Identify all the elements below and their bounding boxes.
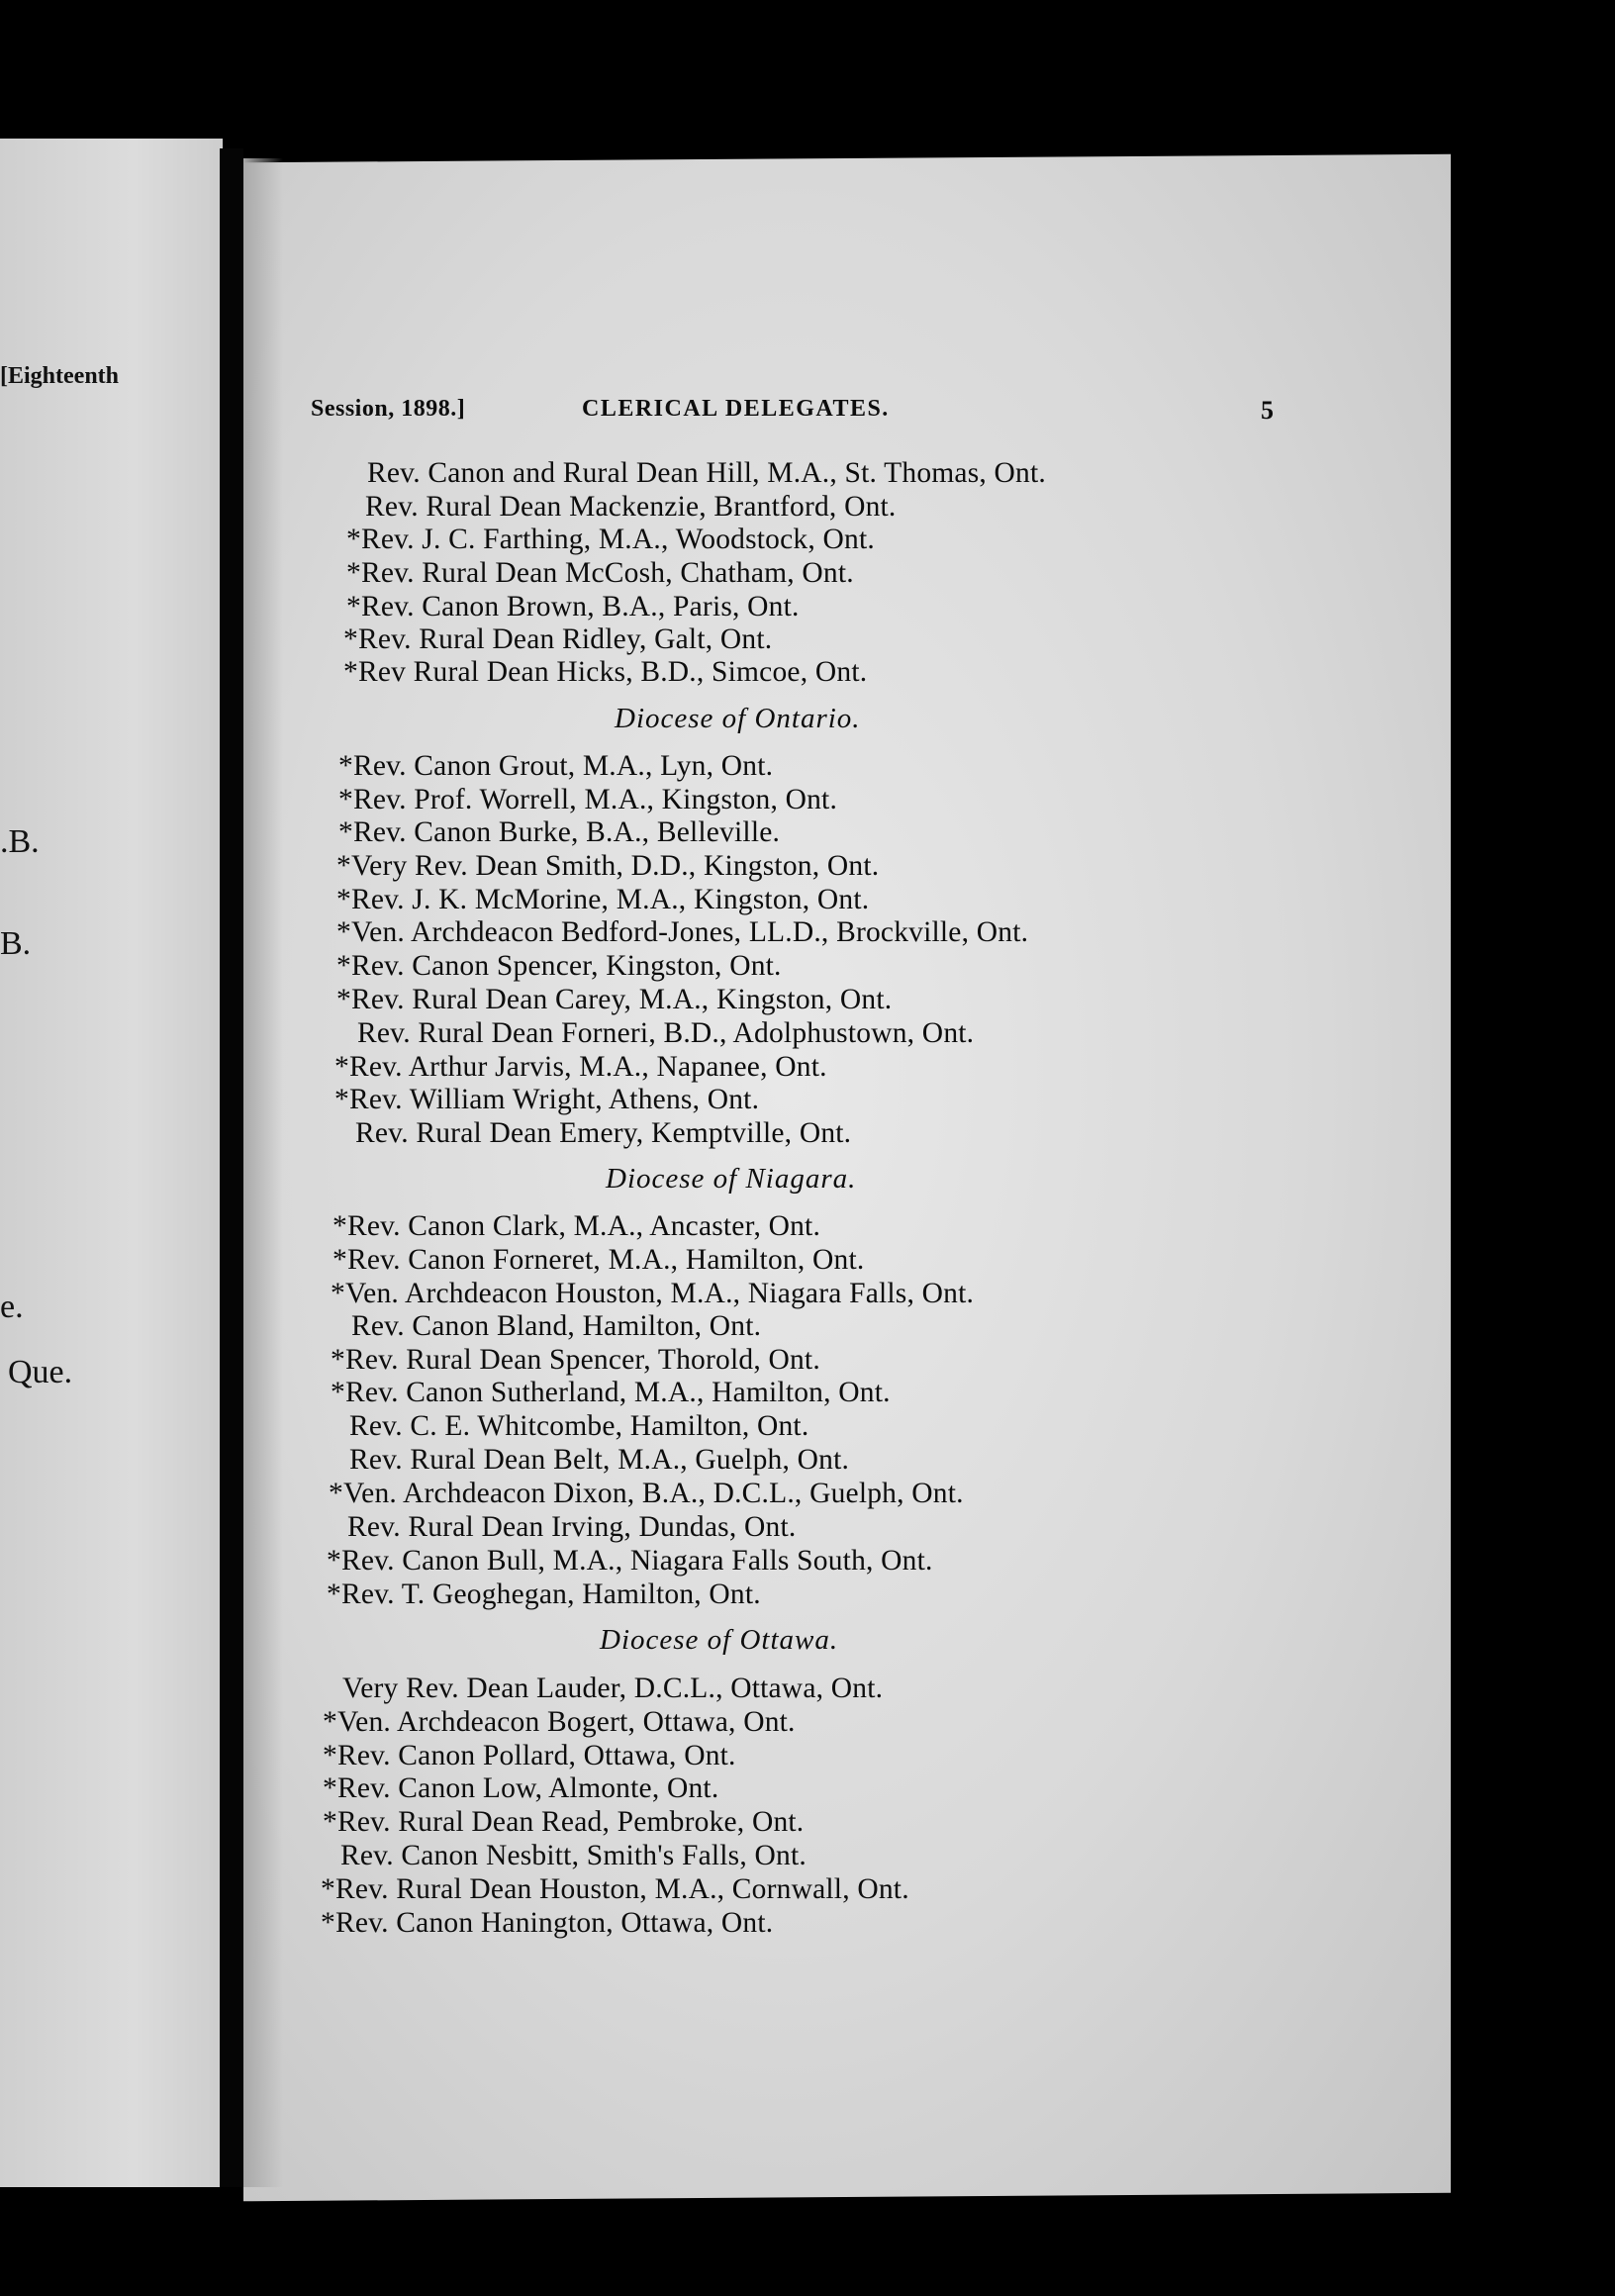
left-page-fragment: Que. <box>8 1354 73 1390</box>
page-number: 5 <box>1261 396 1275 425</box>
delegate-entry: *Rev. Canon Spencer, Kingston, Ont. <box>336 950 782 982</box>
delegate-entry: *Rev. Rural Dean Houston, M.A., Cornwall, Ont. <box>321 1873 909 1905</box>
delegate-entry: Rev. Canon and Rural Dean Hill, M.A., St. Thomas, Ont. <box>367 457 1046 489</box>
delegate-entry: *Rev. Canon Grout, M.A., Lyn, Ont. <box>338 750 774 782</box>
delegate-entry: *Rev. Rural Dean Carey, M.A., Kingston, Ont. <box>336 984 893 1015</box>
delegate-entry: Rev. Rural Dean Forneri, B.D., Adolphustown, Ont. <box>357 1017 975 1049</box>
delegate-entry: *Rev. Canon Low, Almonte, Ont. <box>323 1772 719 1804</box>
delegate-entry: *Rev. J. C. Farthing, M.A., Woodstock, Ont. <box>346 524 875 555</box>
left-page-fragment: .B. <box>0 823 40 860</box>
delegate-entry: *Rev. J. K. McMorine, M.A., Kingston, Ont. <box>336 884 870 915</box>
delegate-entry: *Rev. T. Geoghegan, Hamilton, Ont. <box>327 1578 761 1610</box>
delegate-entry: *Ven. Archdeacon Dixon, B.A., D.C.L., Guelph, Ont. <box>329 1478 964 1509</box>
delegate-entry: *Rev. Rural Dean Read, Pembroke, Ont. <box>323 1806 805 1838</box>
delegate-entry: *Rev. Rural Dean Spencer, Thorold, Ont. <box>331 1344 820 1376</box>
delegate-entry: *Rev. Rural Dean Ridley, Galt, Ont. <box>343 623 773 655</box>
delegate-entry: *Rev Rural Dean Hicks, B.D., Simcoe, Ont. <box>343 656 868 688</box>
delegate-entry: *Ven. Archdeacon Bedford-Jones, LL.D., Brockville, Ont. <box>336 916 1029 948</box>
delegate-entry: *Rev. Canon Burke, B.A., Belleville. <box>338 816 781 848</box>
delegate-entry: Rev. Rural Dean Emery, Kemptville, Ont. <box>355 1117 852 1149</box>
delegate-entry: Rev. Rural Dean Mackenzie, Brantford, Ont. <box>365 491 897 523</box>
delegate-entry: Rev. Canon Bland, Hamilton, Ont. <box>351 1310 762 1342</box>
delegate-entry: *Rev. Canon Bull, M.A., Niagara Falls South, Ont. <box>327 1545 933 1577</box>
delegate-entry: Rev. C. E. Whitcombe, Hamilton, Ont. <box>349 1410 809 1442</box>
diocese-heading: Diocese of Niagara. <box>606 1163 857 1195</box>
delegate-entry: *Very Rev. Dean Smith, D.D., Kingston, Ont. <box>336 850 880 882</box>
delegate-entry: Rev. Rural Dean Irving, Dundas, Ont. <box>347 1511 797 1543</box>
delegate-entry: *Rev. Canon Sutherland, M.A., Hamilton, Ont. <box>331 1377 891 1408</box>
delegate-entry: Very Rev. Dean Lauder, D.C.L., Ottawa, Ont. <box>342 1673 884 1704</box>
page-content <box>243 158 1451 2138</box>
book-spine <box>220 148 243 2187</box>
delegate-entry: *Rev. Rural Dean McCosh, Chatham, Ont. <box>346 557 854 589</box>
delegate-entry: Rev. Canon Nesbitt, Smith's Falls, Ont. <box>340 1840 807 1871</box>
left-facing-page <box>0 139 223 2187</box>
delegate-entry: *Rev. Canon Pollard, Ottawa, Ont. <box>323 1740 736 1771</box>
page-title: CLERICAL DELEGATES. <box>582 396 890 422</box>
diocese-heading: Diocese of Ontario. <box>615 703 861 734</box>
delegate-entry: Rev. Rural Dean Belt, M.A., Guelph, Ont. <box>349 1444 850 1476</box>
left-page-heading-fragment: [Eighteenth <box>0 363 119 389</box>
delegate-entry: *Rev. William Wright, Athens, Ont. <box>334 1084 760 1115</box>
delegate-entry: *Rev. Canon Forneret, M.A., Hamilton, Ont. <box>332 1244 865 1276</box>
delegate-entry: *Rev. Arthur Jarvis, M.A., Napanee, Ont. <box>334 1051 827 1083</box>
session-label: Session, 1898.] <box>311 396 466 422</box>
delegate-entry: *Rev. Prof. Worrell, M.A., Kingston, Ont. <box>338 784 838 815</box>
left-page-fragment: B. <box>0 925 32 962</box>
diocese-heading: Diocese of Ottawa. <box>600 1624 839 1656</box>
delegate-entry: *Rev. Canon Clark, M.A., Ancaster, Ont. <box>332 1210 821 1242</box>
delegate-entry: *Rev. Canon Brown, B.A., Paris, Ont. <box>346 591 800 622</box>
left-page-fragment: e. <box>0 1289 24 1325</box>
delegate-entry: *Ven. Archdeacon Bogert, Ottawa, Ont. <box>323 1706 796 1738</box>
delegate-entry: *Ven. Archdeacon Houston, M.A., Niagara Falls, Ont. <box>331 1278 975 1309</box>
delegate-entry: *Rev. Canon Hanington, Ottawa, Ont. <box>321 1907 774 1939</box>
